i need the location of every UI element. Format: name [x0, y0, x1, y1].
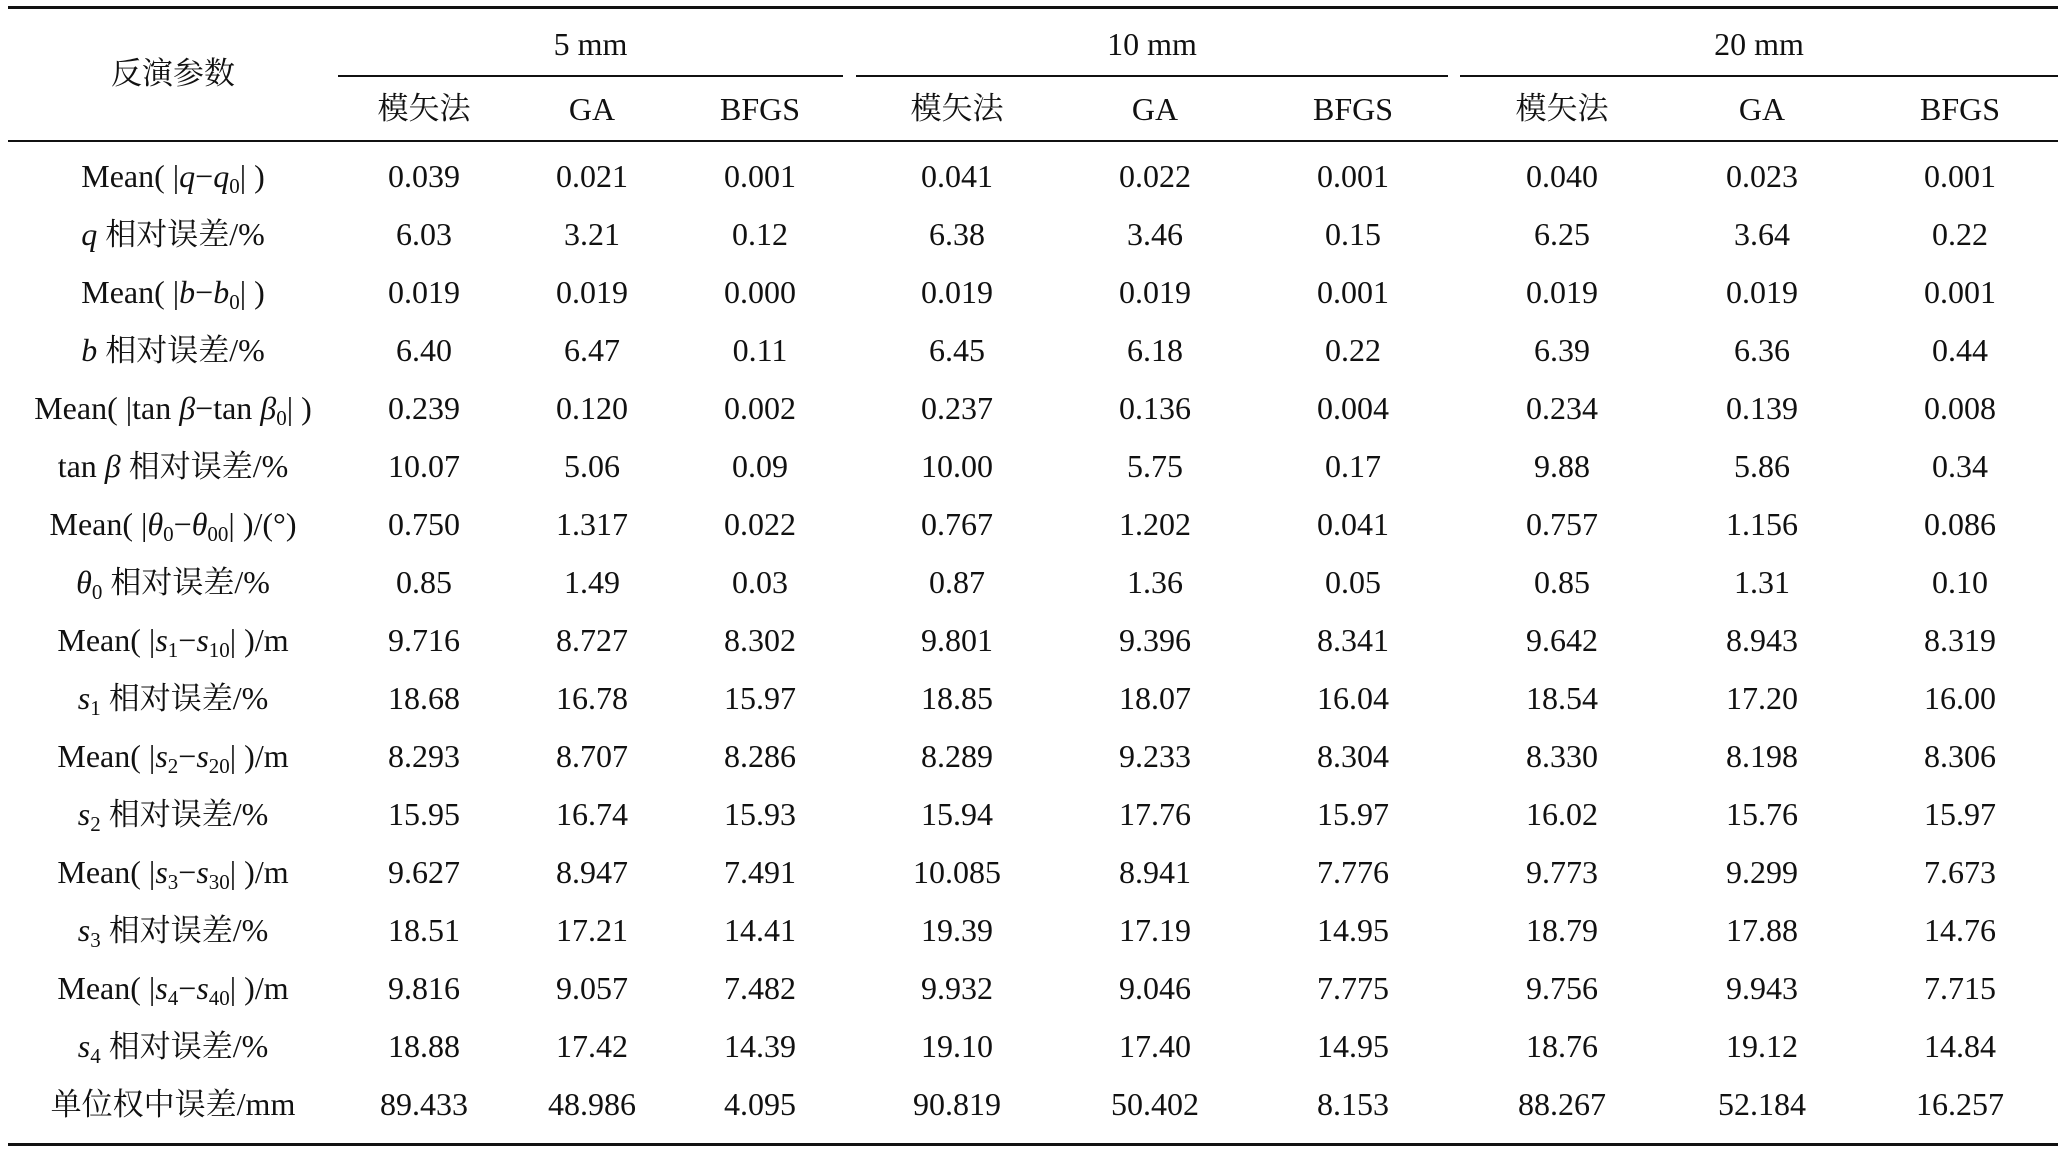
table-cell: 0.039: [388, 158, 460, 194]
table-cell: 10.00: [921, 448, 993, 484]
method-header: BFGS: [1312, 91, 1394, 127]
table-cell: 9.627: [388, 854, 460, 890]
table-cell: 14.95: [1317, 912, 1389, 948]
table-cell: 0.001: [1924, 158, 1996, 194]
table-cell: 9.801: [921, 622, 993, 658]
table-cell: 0.000: [724, 274, 796, 310]
table-cell: 9.396: [1119, 622, 1191, 658]
table-cell: 0.05: [1325, 564, 1381, 600]
param-header: 反演参数: [111, 56, 235, 92]
table-cell: 0.001: [1317, 274, 1389, 310]
header-rule: [8, 140, 2058, 142]
row-label: Mean( $|s_2-s_{20}|$ )/m: [57, 738, 289, 778]
table-cell: 1.317: [556, 506, 628, 542]
table-cell: 7.715: [1924, 970, 1996, 1006]
table-cell: 9.642: [1526, 622, 1598, 658]
table-cell: 0.750: [388, 506, 460, 542]
table-cell: 8.153: [1317, 1086, 1389, 1122]
table-cell: 4.095: [724, 1086, 796, 1122]
row-label: b 相对误差/%: [81, 332, 265, 369]
table-cell: 0.22: [1325, 332, 1381, 368]
table-cell: 9.932: [921, 970, 993, 1006]
row-label: Mean( $|b-b_0|$ ): [81, 274, 265, 314]
table-cell: 0.34: [1932, 448, 1988, 484]
table-cell: 0.004: [1317, 390, 1389, 426]
table-cell: 18.68: [388, 680, 460, 716]
table-cell: 0.019: [921, 274, 993, 310]
top-rule: [8, 6, 2058, 9]
table-cell: 16.257: [1916, 1086, 2004, 1122]
table-cell: 17.19: [1119, 912, 1191, 948]
method-header: GA: [1738, 91, 1786, 127]
group-rule-5mm: [338, 75, 843, 77]
table-cell: 16.78: [556, 680, 628, 716]
table-cell: 15.95: [388, 796, 460, 832]
table-cell: 18.85: [921, 680, 993, 716]
row-label: Mean( $|\theta_0-\theta_{00}|$ )/(°): [49, 506, 297, 546]
table-cell: 15.93: [724, 796, 796, 832]
table-cell: 0.019: [1726, 274, 1798, 310]
method-header: GA: [568, 91, 616, 127]
row-label: Mean( $|s_3-s_{30}|$ )/m: [57, 854, 289, 894]
row-label: $s_3$ 相对误差/%: [77, 912, 269, 952]
table-cell: 6.38: [929, 216, 985, 252]
table-cell: 6.36: [1734, 332, 1790, 368]
table-cell: 14.84: [1924, 1028, 1996, 1064]
table-cell: 1.36: [1127, 564, 1183, 600]
table-cell: 88.267: [1518, 1086, 1606, 1122]
table-cell: 0.757: [1526, 506, 1598, 542]
table-cell: 0.85: [1534, 564, 1590, 600]
table-cell: 0.10: [1932, 564, 1988, 600]
row-label: $s_2$ 相对误差/%: [77, 796, 269, 836]
table-cell: 7.776: [1317, 854, 1389, 890]
table-cell: 0.002: [724, 390, 796, 426]
table-cell: 0.239: [388, 390, 460, 426]
table-cell: 17.76: [1119, 796, 1191, 832]
table-cell: 17.20: [1726, 680, 1798, 716]
table-cell: 5.86: [1734, 448, 1790, 484]
row-label: Mean( $|s_1-s_{10}|$ )/m: [57, 622, 289, 662]
table-cell: 0.12: [732, 216, 788, 252]
table-cell: 0.041: [1317, 506, 1389, 542]
table-cell: 15.94: [921, 796, 993, 832]
row-label: $s_1$ 相对误差/%: [77, 680, 269, 720]
table-cell: 90.819: [913, 1086, 1001, 1122]
table-cell: 5.06: [564, 448, 620, 484]
row-label: Mean( $|s_4-s_{40}|$ )/m: [57, 970, 289, 1010]
table-cell: 0.023: [1726, 158, 1798, 194]
table-cell: 5.75: [1127, 448, 1183, 484]
table-cell: 1.49: [564, 564, 620, 600]
table-cell: 15.76: [1726, 796, 1798, 832]
table-cell: 18.88: [388, 1028, 460, 1064]
table-cell: 0.021: [556, 158, 628, 194]
table-cell: 3.46: [1127, 216, 1183, 252]
table-cell: 8.286: [724, 738, 796, 774]
table-cell: 1.156: [1726, 506, 1798, 542]
row-label: tan β 相对误差/%: [57, 448, 289, 485]
table-cell: 8.727: [556, 622, 628, 658]
table-cell: 0.17: [1325, 448, 1381, 484]
table-cell: 18.07: [1119, 680, 1191, 716]
table-cell: 0.019: [388, 274, 460, 310]
table-cell: 1.202: [1119, 506, 1191, 542]
table-cell: 0.022: [724, 506, 796, 542]
table-cell: 8.941: [1119, 854, 1191, 890]
group-header-5mm: 5 mm: [553, 26, 628, 62]
row-label: Mean( $|q-q_0|$ ): [81, 158, 265, 198]
table-cell: 8.304: [1317, 738, 1389, 774]
group-rule-10mm: [856, 75, 1448, 77]
table-cell: 89.433: [380, 1086, 468, 1122]
table-cell: 8.707: [556, 738, 628, 774]
table-cell: 3.21: [564, 216, 620, 252]
table-cell: 15.97: [1924, 796, 1996, 832]
table-cell: 18.79: [1526, 912, 1598, 948]
table-cell: 0.001: [1924, 274, 1996, 310]
table-cell: 6.47: [564, 332, 620, 368]
table-cell: 16.74: [556, 796, 628, 832]
table-cell: 0.85: [396, 564, 452, 600]
table-cell: 6.03: [396, 216, 452, 252]
row-label: 单位权中误差/mm: [50, 1086, 296, 1123]
row-label: q 相对误差/%: [81, 216, 265, 253]
table-cell: 0.03: [732, 564, 788, 600]
table-cell: 0.767: [921, 506, 993, 542]
table-cell: 15.97: [1317, 796, 1389, 832]
table-cell: 0.001: [724, 158, 796, 194]
table-cell: 9.816: [388, 970, 460, 1006]
table-cell: 0.019: [1526, 274, 1598, 310]
table-cell: 7.491: [724, 854, 796, 890]
table-cell: 6.25: [1534, 216, 1590, 252]
table-cell: 0.237: [921, 390, 993, 426]
table-cell: 7.482: [724, 970, 796, 1006]
table-cell: 0.001: [1317, 158, 1389, 194]
table-cell: 10.085: [913, 854, 1001, 890]
table-cell: 1.31: [1734, 564, 1790, 600]
table-cell: 0.87: [929, 564, 985, 600]
table-cell: 9.88: [1534, 448, 1590, 484]
table-cell: 19.12: [1726, 1028, 1798, 1064]
table-cell: 9.756: [1526, 970, 1598, 1006]
method-header: GA: [1131, 91, 1179, 127]
row-label: Mean( |tan β−tan $\beta_0|$ ): [34, 390, 312, 430]
table-cell: 14.41: [724, 912, 796, 948]
table-cell: 8.302: [724, 622, 796, 658]
table-cell: 0.008: [1924, 390, 1996, 426]
table-cell: 9.773: [1526, 854, 1598, 890]
table-cell: 7.775: [1317, 970, 1389, 1006]
method-header: 模矢法: [910, 91, 1004, 127]
table-cell: 16.04: [1317, 680, 1389, 716]
table-cell: 6.39: [1534, 332, 1590, 368]
table-cell: 17.88: [1726, 912, 1798, 948]
group-header-20mm: 20 mm: [1714, 26, 1804, 62]
table-cell: 0.22: [1932, 216, 1988, 252]
table-cell: 17.40: [1119, 1028, 1191, 1064]
method-header: 模矢法: [1515, 91, 1609, 127]
table-cell: 0.041: [921, 158, 993, 194]
table-cell: 8.198: [1726, 738, 1798, 774]
table-cell: 8.293: [388, 738, 460, 774]
table-cell: 0.15: [1325, 216, 1381, 252]
table-cell: 18.76: [1526, 1028, 1598, 1064]
table-cell: 8.306: [1924, 738, 1996, 774]
table-cell: 0.022: [1119, 158, 1191, 194]
table-cell: 14.95: [1317, 1028, 1389, 1064]
table-cell: 8.341: [1317, 622, 1389, 658]
table-cell: 48.986: [548, 1086, 636, 1122]
table-cell: 19.39: [921, 912, 993, 948]
table-cell: 8.943: [1726, 622, 1798, 658]
table-cell: 10.07: [388, 448, 460, 484]
method-header: BFGS: [719, 91, 801, 127]
table-cell: 18.51: [388, 912, 460, 948]
table-cell: 9.716: [388, 622, 460, 658]
table-cell: 8.319: [1924, 622, 1996, 658]
group-rule-20mm: [1460, 75, 2058, 77]
table-cell: 16.00: [1924, 680, 1996, 716]
group-header-10mm: 10 mm: [1107, 26, 1197, 62]
table-cell: 0.44: [1932, 332, 1988, 368]
table-cell: 17.21: [556, 912, 628, 948]
method-header: BFGS: [1919, 91, 2001, 127]
table-cell: 0.019: [556, 274, 628, 310]
table-cell: 8.330: [1526, 738, 1598, 774]
table-cell: 0.040: [1526, 158, 1598, 194]
table-cell: 0.019: [1119, 274, 1191, 310]
table-cell: 15.97: [724, 680, 796, 716]
table-cell: 0.234: [1526, 390, 1598, 426]
table-cell: 7.673: [1924, 854, 1996, 890]
table-cell: 52.184: [1718, 1086, 1806, 1122]
table-cell: 9.233: [1119, 738, 1191, 774]
table-cell: 9.057: [556, 970, 628, 1006]
table-cell: 50.402: [1111, 1086, 1199, 1122]
table-cell: 17.42: [556, 1028, 628, 1064]
table-cell: 0.139: [1726, 390, 1798, 426]
table-cell: 18.54: [1526, 680, 1598, 716]
table-cell: 16.02: [1526, 796, 1598, 832]
table-cell: 0.086: [1924, 506, 1996, 542]
table-cell: 6.40: [396, 332, 452, 368]
table-cell: 9.943: [1726, 970, 1798, 1006]
method-header: 模矢法: [377, 91, 471, 127]
table-cell: 0.11: [732, 332, 788, 368]
table-cell: 0.09: [732, 448, 788, 484]
table-cell: 8.947: [556, 854, 628, 890]
table-cell: 9.046: [1119, 970, 1191, 1006]
row-label: $\theta_0$ 相对误差/%: [76, 564, 270, 604]
table-cell: 0.136: [1119, 390, 1191, 426]
table-cell: 19.10: [921, 1028, 993, 1064]
table-cell: 0.120: [556, 390, 628, 426]
table-cell: 3.64: [1734, 216, 1790, 252]
table-cell: 6.45: [929, 332, 985, 368]
table-cell: 8.289: [921, 738, 993, 774]
table-cell: 14.76: [1924, 912, 1996, 948]
table-cell: 6.18: [1127, 332, 1183, 368]
row-label: $s_4$ 相对误差/%: [77, 1028, 269, 1068]
table-cell: 9.299: [1726, 854, 1798, 890]
table-cell: 14.39: [724, 1028, 796, 1064]
bottom-rule: [8, 1143, 2058, 1146]
